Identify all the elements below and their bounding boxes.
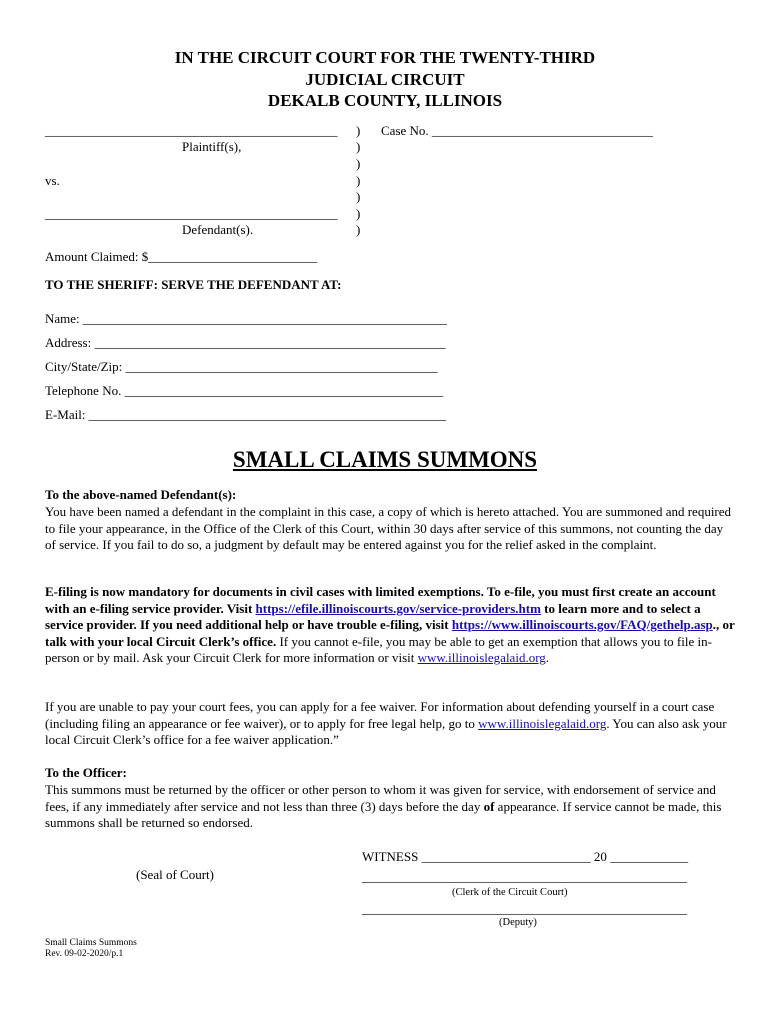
efiling-bold-text: ., or talk with your local Circuit Clerk’s office.: [45, 617, 735, 649]
caption-paren: ): [356, 139, 361, 154]
caption-paren: ): [356, 173, 361, 188]
court-header-line3: DEKALB COUNTY, ILLINOIS: [267, 91, 503, 110]
witness-field[interactable]: WITNESS __________________________ 20 ____________: [362, 849, 689, 864]
caption-paren: ): [356, 156, 361, 171]
clerk-signature-line[interactable]: __________________________________________________: [362, 869, 687, 884]
caption-paren: ): [356, 206, 361, 221]
legal-aid-link[interactable]: www.illinoislegalaid.org: [478, 715, 607, 731]
efiling-paragraph: [45, 584, 735, 667]
clerk-label: (Clerk of the Circuit Court): [452, 887, 568, 898]
efiling-bold-text: E-filing is now mandatory for documents in civil cases with limited exemptions. To e-file, you must first create an account with an e-filing service provider. Visit: [45, 584, 716, 616]
defendant-blank[interactable]: _____________________________________________: [45, 206, 338, 221]
footer-revision: Rev. 09-02-2020/p.1: [45, 949, 124, 959]
deputy-label: (Deputy): [499, 917, 537, 928]
caption-paren: ): [356, 123, 361, 138]
fee-waiver-text: If you are unable to pay your court fees, you can apply for a fee waiver. For information about defending yourself in a court case (including filing an appearance or fee waiver), or to apply for free legal help, go to: [45, 699, 715, 731]
city-state-zip-field[interactable]: City/State/Zip: ________________________________________________: [45, 359, 438, 374]
footer-form-name: Small Claims Summons: [45, 938, 137, 948]
officer-body-text: This summons must be returned by the officer or other person to whom it was given for service, with endorsement of service and fees, if any immediately after service and not less than three (3) days before the day: [45, 782, 716, 814]
officer-heading: To the Officer:: [45, 765, 127, 780]
officer-body-of: of: [483, 798, 495, 814]
address-field[interactable]: Address: ______________________________________________________: [45, 335, 446, 350]
defendant-section-heading: To the above-named Defendant(s):: [45, 487, 237, 502]
fee-waiver-text: . You can also ask your local Circuit Clerk’s office for a fee waiver application.”: [45, 715, 727, 748]
amount-claimed-field[interactable]: Amount Claimed: $__________________________: [45, 249, 318, 264]
caption-paren: ): [356, 222, 361, 237]
deputy-signature-line[interactable]: __________________________________________________: [362, 901, 687, 916]
defendant-section-body: You have been named a defendant in the complaint in this case, a copy of which is hereto attached. You are summoned and required to file your appearance, in the Office of the Clerk of this Court, within 30 days after service of this summons, not counting the day of service. If you fail to do so, a judgment by default may be entered against you for the relief asked in the complaint.: [45, 504, 732, 553]
court-header-line2: JUDICIAL CIRCUIT: [305, 70, 465, 89]
plaintiff-label: Plaintiff(s),: [182, 139, 242, 154]
summons-title: SMALL CLAIMS SUMMONS: [232, 447, 538, 472]
fee-waiver-paragraph: [45, 699, 735, 749]
court-header-line1: IN THE CIRCUIT COURT FOR THE TWENTY-THIRD: [174, 48, 596, 67]
caption-paren: ): [356, 189, 361, 204]
telephone-field[interactable]: Telephone No. _________________________________________________: [45, 383, 444, 398]
seal-of-court: (Seal of Court): [136, 867, 214, 882]
email-field[interactable]: E-Mail: _______________________________________________________: [45, 407, 447, 422]
efile-providers-link[interactable]: https://efile.illinoiscourts.gov/service-providers.htm: [255, 600, 541, 616]
name-field[interactable]: Name: ________________________________________________________: [45, 311, 447, 326]
vs-label: vs.: [45, 173, 60, 188]
efiling-normal-text: .: [545, 650, 550, 666]
efiling-normal-text: If you cannot e-file, you may be able to get an exemption that allows you to file in-person or by mail. Ask your Circuit Clerk for more information or visit: [45, 633, 712, 666]
case-number-field[interactable]: Case No. __________________________________: [381, 123, 653, 138]
gethelp-link[interactable]: https://www.illinoiscourts.gov/FAQ/gethelp.asp: [451, 617, 713, 633]
efiling-bold-text: to learn more and to select a service provider. If you need additional help or have trouble e-filing, visit: [45, 600, 701, 633]
officer-body: [45, 782, 735, 832]
officer-body-text: appearance. If service cannot be made, this summons shall be returned so endorsed.: [45, 798, 722, 831]
sheriff-heading: TO THE SHERIFF: SERVE THE DEFENDANT AT:: [45, 277, 342, 292]
plaintiff-blank[interactable]: _____________________________________________: [45, 123, 338, 138]
legal-aid-link[interactable]: www.illinoislegalaid.org: [417, 650, 546, 666]
defendant-label: Defendant(s).: [182, 222, 254, 237]
